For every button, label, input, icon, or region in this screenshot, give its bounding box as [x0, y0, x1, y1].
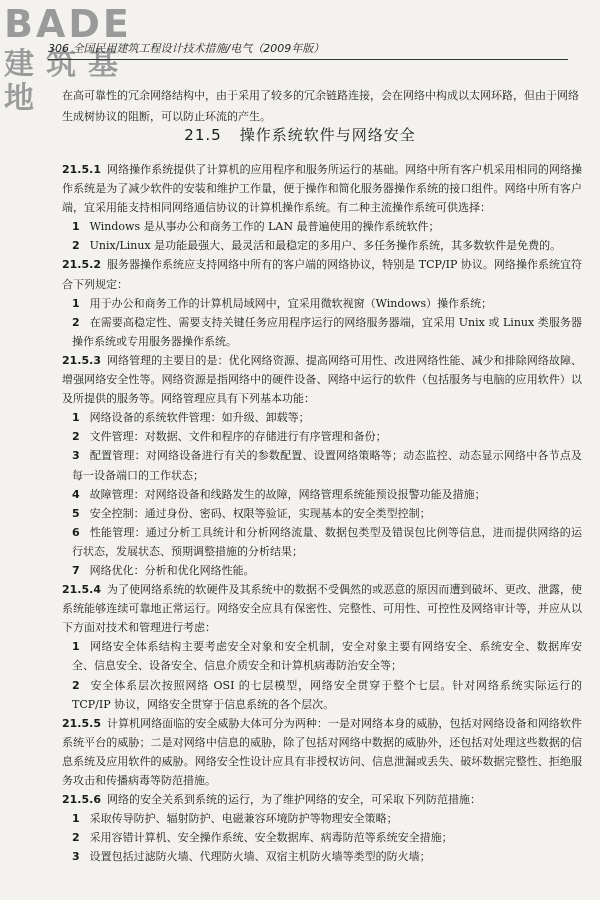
item-number: 2 [72, 239, 80, 253]
item-number: 2 [72, 315, 80, 329]
item-text: 采用容错计算机、安全操作系统、安全数据库、病毒防范等系统安全措施； [89, 831, 453, 845]
list-item [62, 847, 582, 866]
clause-paragraph [62, 790, 582, 809]
item-text: 网络优化：分析和优化网络性能。 [89, 563, 255, 577]
intro-paragraph: 在高可靠性的冗余网络结构中，由于采用了较多的冗余链路连接，会在网络中构成以太网环路，但由于网络生成树协议的阻断，可以防止环流的产生。 [62, 89, 579, 123]
item-text: 采取传导防护、辐射防护、电磁兼容环境防护等物理安全策略； [89, 812, 398, 826]
item-number: 2 [72, 678, 80, 692]
item-text: 故障管理：对网络设备和线路发生的故障，网络管理系统能预设报警功能及措施； [89, 487, 486, 501]
clause-text: 计算机网络面临的安全威胁大体可分为两种：一是对网络本身的威胁，包括对网络设备和网络软件系统平台的威胁；二是对网络中信息的威胁，除了包括对网络中数据的威胁外，还包括对处理这些数据的信息系统及应用软件的威胁。网络安全性设计应具有非授权访问、信息泄漏或丢失、破坏数据完整性、拒绝服务攻击和传播病毒等防范措施。 [62, 716, 582, 787]
clause-paragraph [62, 351, 582, 408]
item-number: 1 [72, 411, 80, 425]
section-body [62, 160, 582, 866]
item-number: 3 [72, 850, 80, 864]
item-number: 1 [72, 640, 80, 654]
list-item [62, 446, 582, 484]
list-item [62, 828, 582, 847]
logo-brand-cn: 建筑基地 [4, 47, 130, 116]
list-item [62, 294, 582, 313]
item-number: 5 [72, 506, 80, 520]
clause-paragraph [62, 160, 582, 217]
item-number: 7 [72, 563, 80, 577]
item-text: 性能管理：通过分析工具统计和分析网络流量、数据包类型及错误包比例等信息，进而提供网络的运行状态，发展状态、预期调整措施的分析结果； [72, 525, 582, 558]
clause-number: 21.5.3 [62, 353, 101, 367]
item-number: 2 [72, 831, 80, 845]
item-number: 1 [72, 220, 80, 234]
item-text: Unix/Linux 是功能最强大、最灵活和最稳定的多用户、多任务操作系统，其多数软件是免费的。 [89, 239, 562, 253]
list-item [62, 637, 582, 675]
item-number: 6 [72, 525, 80, 539]
clause-number: 21.5.1 [62, 163, 101, 176]
clause-paragraph [62, 580, 582, 637]
clause-text: 网络操作系统提供了计算机的应用程序和服务所运行的基础。网络中所有客户机采用相同的网络操作系统是为了减少软件的安装和维护工作量，便于操作和简化服务器操作系统的接口组件。网络中所有客户端，宜采用能支持相同网络通信协议的计算机操作系统。有二种主流操作系统可供选择： [62, 163, 582, 215]
item-number: 2 [72, 430, 80, 444]
item-text: Windows 是从事办公和商务工作的 LAN 最普遍使用的操作系统软件； [89, 220, 440, 234]
section-heading: 操作系统软件与网络安全 [239, 126, 416, 144]
clause-text: 网络的安全关系到系统的运行，为了维护网络的安全，可采取下列防范措施： [106, 793, 481, 807]
item-text: 网络安全体系结构主要考虑安全对象和安全机制，安全对象主要有网络安全、系统安全、数据库安全、信息安全、设备安全、信息介质安全和计算机病毒防治安全等； [72, 640, 582, 673]
running-header: 306 全国民用建筑工程设计技术措施/电气（2009年版） [48, 40, 568, 60]
item-text: 安全体系层次按照网络 OSI 的七层模型，网络安全贯穿于整个七层。针对网络系统实际运行的 TCP/IP 协议，网络安全贯穿于信息系统的各个层次。 [72, 678, 582, 711]
list-item [62, 485, 582, 504]
list-item [62, 427, 582, 446]
list-item [62, 676, 582, 714]
list-item [62, 561, 582, 580]
list-item [62, 504, 582, 523]
item-text: 网络设备的系统软件管理：如升级、卸载等； [89, 411, 310, 425]
list-item [62, 217, 582, 236]
item-number: 1 [72, 812, 80, 826]
clause-text: 为了使网络系统的软硬件及其系统中的数据不受偶然的或恶意的原因而遭到破坏、更改、泄露，使系统能够连续可靠地正常运行。网络安全应具有保密性、完整性、可用性、可控性及网络审计等，并应从以下方面对技术和管理进行考虑： [62, 583, 582, 635]
clause-paragraph [62, 255, 582, 293]
clause-paragraph [62, 714, 582, 790]
clause-number: 21.5.5 [62, 716, 101, 730]
item-text: 设置包括过滤防火墙、代理防火墙、双宿主机防火墙等类型的防火墙； [89, 850, 431, 864]
item-text: 配置管理：对网络设备进行有关的参数配置、设置网络策略等；动态监控、动态显示网络中各节点及每一设备端口的工作状态； [72, 449, 582, 482]
list-item [62, 809, 582, 828]
logo-brand: BADE [4, 2, 132, 46]
clause-number: 21.5.6 [62, 793, 101, 807]
section-title [0, 124, 600, 145]
item-text: 安全控制：通过身份、密码、权限等验证，实现基本的安全类型控制； [89, 506, 431, 520]
clause-number: 21.5.2 [62, 258, 101, 272]
item-number: 3 [72, 449, 80, 463]
list-item [62, 523, 582, 561]
item-number: 4 [72, 487, 80, 501]
section-number: 21.5 [184, 126, 222, 144]
item-number: 1 [72, 296, 80, 310]
item-text: 在需要高稳定性、需要支持关键任务应用程序运行的网络服务器端，宜采用 Unix 或 Linux 类服务器操作系统或专用服务器操作系统。 [72, 315, 582, 348]
clause-text: 网络管理的主要目的是：优化网络资源、提高网络可用性、改进网络性能、减少和排除网络故障、增强网络安全性等。网络资源是指网络中的硬件设备、网络中运行的软件（包括服务与电脑的应用软件）以及所提供的服务等。网络管理应具有下列基本功能： [62, 353, 582, 406]
list-item [62, 236, 582, 255]
item-text: 用于办公和商务工作的计算机局域网中，宜采用微软视窗（Windows）操作系统； [89, 296, 493, 310]
clause-text: 服务器操作系统应支持网络中所有的客户端的网络协议，特别是 TCP/IP 协议。网络操作系统宜符合下列规定： [62, 258, 582, 291]
item-text: 文件管理：对数据、文件和程序的存储进行有序管理和备份； [89, 430, 387, 444]
list-item [62, 408, 582, 427]
list-item [62, 313, 582, 351]
clause-number: 21.5.4 [62, 583, 101, 597]
